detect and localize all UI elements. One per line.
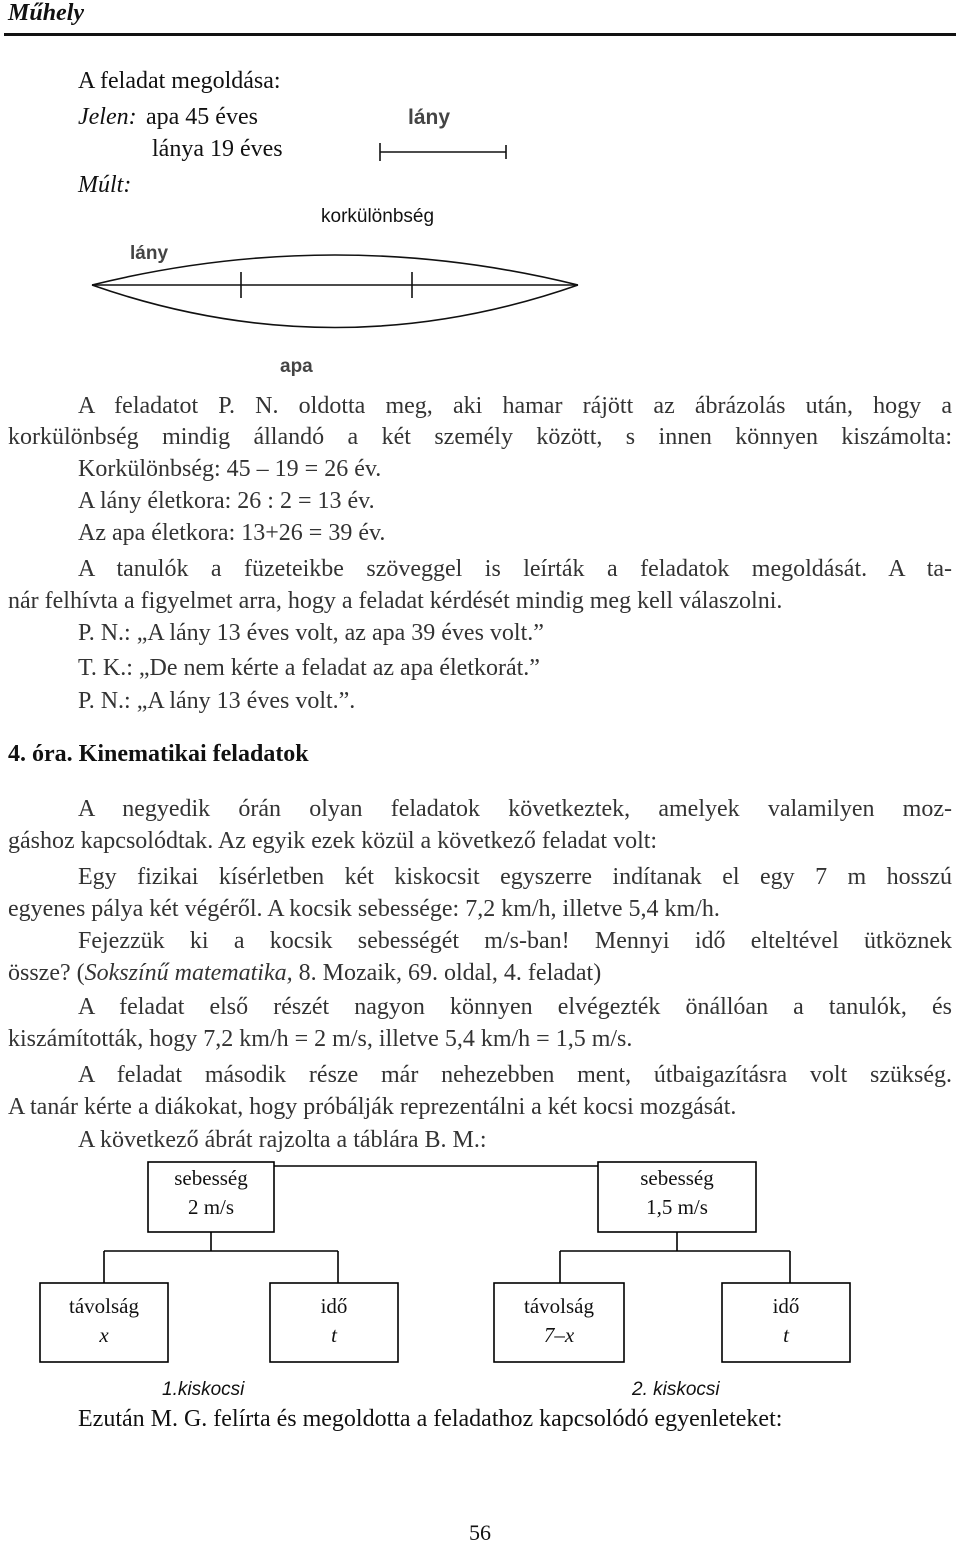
car1-time-label: idő t (320, 1294, 348, 1347)
car1-speed-label: sebesség 2 m/s (174, 1166, 248, 1219)
figure-age-difference-label: korkülönbség (321, 206, 435, 227)
para1-line1: A feladatot P. N. oldotta meg, aki hamar rájött az ábrázolás után, hogy a (78, 393, 952, 419)
para2-line6: össze? (Sokszínű matematika, 8. Mozaik, 69. oldal, 4. feladat) (8, 960, 602, 986)
daughter-age-calc: A lány életkora: 26 : 2 = 13 év. (78, 488, 375, 514)
page-number: 56 (469, 1520, 491, 1545)
daughter-arc (92, 255, 578, 285)
figure-top-daughter-label: lány (408, 106, 451, 129)
dialogue-pn-1: P. N.: „A lány 13 éves volt, az apa 39 éves volt.” (78, 620, 544, 646)
para1-line2: korkülönbség mindig állandó a két személy között, s innen könnyen kiszámolta: (8, 424, 952, 450)
present-father: apa 45 éves (146, 104, 258, 130)
present-daughter: lánya 19 éves (152, 136, 283, 162)
dialogue-pn-2: P. N.: „A lány 13 éves volt.”. (78, 688, 356, 714)
car1-caption: 1.kiskocsi (162, 1379, 245, 1400)
father-arc (92, 285, 578, 328)
car2-time-label: idő t (772, 1294, 800, 1347)
para2-line8: kiszámították, hogy 7,2 km/h = 2 m/s, illetve 5,4 km/h = 1,5 m/s. (8, 1026, 633, 1052)
age-difference-calc: Korkülönbség: 45 – 19 = 26 év. (78, 456, 382, 482)
car2-caption: 2. kiskocsi (632, 1379, 720, 1400)
car1-distance-label: távolság x (69, 1294, 139, 1347)
para1-line7: nár felhívta a figyelmet arra, hogy a feladat kérdését mindig meg kell válaszolni. (8, 588, 783, 614)
para2-line7: A feladat első részét nagyon könnyen elvégezték önállóan a tanulók, és (78, 994, 952, 1020)
para2-line9: A feladat második része már nehezebben ment, útbaigazításra volt szükség. (78, 1062, 952, 1088)
para2-line3: Egy fizikai kísérletben két kiskocsit egyszerre indítanak el egy 7 m hosszú (78, 864, 952, 890)
past-label: Múlt: (78, 172, 132, 198)
age-difference-figure (0, 0, 960, 400)
dialogue-tk: T. K.: „De nem kérte a feladat az apa életkorát.” (78, 655, 540, 681)
section-header: Műhely (8, 0, 85, 26)
para2-line4: egyenes pálya két végéről. A kocsik sebessége: 7,2 km/h, illetve 5,4 km/h. (8, 896, 720, 922)
cars-diagram (0, 1150, 960, 1390)
figure-daughter-label: lány (130, 243, 169, 264)
car2-distance-label: távolság 7–x (524, 1294, 594, 1347)
source-book-title: Sokszínű matematika, (84, 960, 293, 986)
section-title: 4. óra. Kinematikai feladatok (8, 741, 309, 767)
closing-line: Ezután M. G. felírta és megoldotta a feladathoz kapcsolódó egyenleteket: (78, 1406, 783, 1432)
present-label: Jelen: (78, 104, 137, 130)
para2-line10: A tanár kérte a diákokat, hogy próbálják reprezentálni a két kocsi mozgását. (8, 1094, 737, 1120)
para2-line2: gáshoz kapcsolódtak. Az egyik ezek közül a következő feladat volt: (8, 828, 658, 854)
figure-father-label: apa (280, 356, 313, 377)
father-age-calc: Az apa életkora: 13+26 = 39 év. (78, 520, 386, 546)
para2-line11: A következő ábrát rajzolta a táblára B. M.: (78, 1127, 487, 1153)
para1-line6: A tanulók a füzeteikbe szöveggel is leírták a feladatok megoldását. A ta- (78, 556, 952, 582)
solution-heading: A feladat megoldása: (78, 68, 281, 94)
para2-line1: A negyedik órán olyan feladatok következtek, amelyek valamilyen moz- (78, 796, 952, 822)
para2-line5: Fejezzük ki a kocsik sebességét m/s-ban! Mennyi idő elteltével ütköznek (78, 928, 952, 954)
car2-speed-label: sebesség 1,5 m/s (640, 1166, 714, 1219)
